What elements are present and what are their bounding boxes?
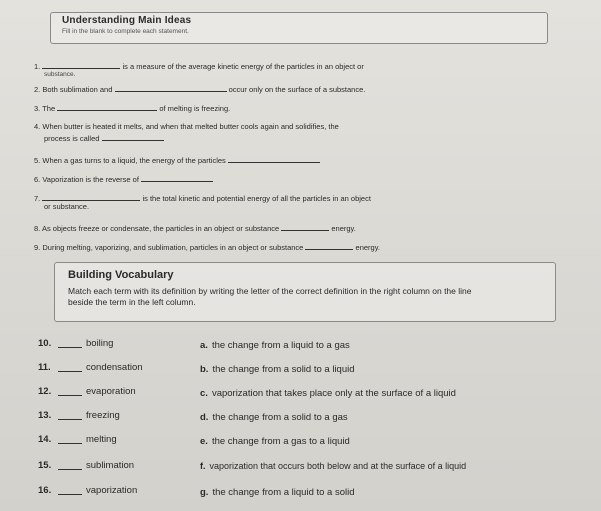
question-2 [34,83,365,95]
question-1-continuation: substance. [44,71,76,78]
definition-text: vaporization that occurs both below and at the surface of a liquid [209,461,467,471]
answer-blank[interactable] [228,154,320,163]
term-label: boiling [86,338,114,349]
term-number: 14. [38,434,52,445]
question-1 [34,60,364,72]
question-text: When butter is heated it melts, and when that melted butter cools again and solidifies, the [42,122,339,131]
answer-blank[interactable] [58,419,82,420]
answer-blank[interactable] [58,494,82,495]
answer-blank[interactable] [102,132,164,141]
question-6 [34,173,213,185]
term-number: 13. [38,410,52,421]
definition-text: the change from a liquid to a solid [212,487,355,498]
answer-blank[interactable] [115,83,227,92]
definition-letter: e. [200,436,208,447]
vocab-definition [200,364,355,375]
term-label: melting [86,434,117,445]
question-5 [34,154,320,166]
term-label: evaporation [86,386,136,397]
question-text-before: During melting, vaporizing, and sublimation, particles in an object or substance [42,243,304,252]
question-4 [34,122,339,132]
vocab-definition [200,412,348,423]
definition-text: the change from a gas to a liquid [211,436,350,447]
vocab-instruction: Match each term with its definition by writing the letter of the correct definition in the right column on the line beside the term in the left column. [68,286,472,307]
question-number: 8. [34,224,41,233]
question-4-continuation [44,132,164,144]
question-text-before: Vaporization is the reverse of [42,175,139,184]
definition-letter: c. [200,388,208,399]
term-label: sublimation [86,460,135,471]
vocab-definition [200,461,466,471]
answer-blank[interactable] [58,395,82,396]
answer-blank[interactable] [57,102,157,111]
definition-letter: b. [200,364,209,375]
question-number: 1. [34,62,41,71]
definition-letter: a. [200,340,208,351]
vocab-definition [200,487,355,498]
term-label: freezing [86,410,120,421]
answer-blank[interactable] [141,173,213,182]
main-ideas-title: Understanding Main Ideas [62,15,192,26]
term-number: 11. [38,362,51,373]
definition-text: the change from a liquid to a gas [211,340,350,351]
question-text-after: of melting is freezing. [159,104,231,113]
term-number: 10. [38,338,52,349]
vocab-title: Building Vocabulary [68,269,174,281]
question-8 [34,222,356,234]
question-text-after: energy. [331,224,356,233]
answer-blank[interactable] [305,241,353,250]
question-text: is a measure of the average kinetic energy of the particles in an object or [122,62,364,71]
question-text-cont: process is called [44,134,100,143]
question-number: 3. [34,104,41,113]
question-3 [34,102,230,114]
answer-blank[interactable] [281,222,329,231]
term-label: condensation [86,362,143,373]
question-7-continuation: or substance. [44,202,90,211]
question-number: 7. [34,194,41,203]
question-9 [34,241,380,253]
answer-blank[interactable] [58,469,82,470]
question-number: 5. [34,156,41,165]
question-number: 4. [34,122,41,131]
question-number: 9. [34,243,41,252]
answer-blank[interactable] [42,60,120,69]
question-text-after: energy. [355,243,380,252]
term-number: 12. [38,386,52,397]
definition-letter: d. [200,412,209,423]
question-text-before: As objects freeze or condensate, the particles in an object or substance [41,224,280,233]
definition-letter: f. [200,461,206,471]
vocab-definition [200,388,456,399]
term-number: 16. [38,485,52,496]
answer-blank[interactable] [58,347,82,348]
question-text-after: occur only on the surface of a substance. [228,85,366,94]
answer-blank[interactable] [58,443,82,444]
answer-blank[interactable] [42,192,140,201]
question-text-before: Both sublimation and [42,85,113,94]
vocab-definition [200,340,350,351]
question-number: 2. [34,85,41,94]
question-text-before: When a gas turns to a liquid, the energy of the particles [42,156,226,165]
definition-letter: g. [200,487,209,498]
answer-blank[interactable] [58,371,82,372]
question-text-before: The [42,104,56,113]
definition-text: the change from a solid to a gas [212,412,348,423]
question-text: is the total kinetic and potential energy of all the particles in an object [142,194,371,203]
vocab-definition [200,436,350,447]
term-label: vaporization [86,485,138,496]
definition-text: the change from a solid to a liquid [212,364,355,375]
term-number: 15. [38,460,52,471]
definition-text: vaporization that takes place only at the surface of a liquid [211,388,456,399]
main-ideas-instruction: Fill in the blank to complete each statement. [62,28,189,35]
question-number: 6. [34,175,41,184]
